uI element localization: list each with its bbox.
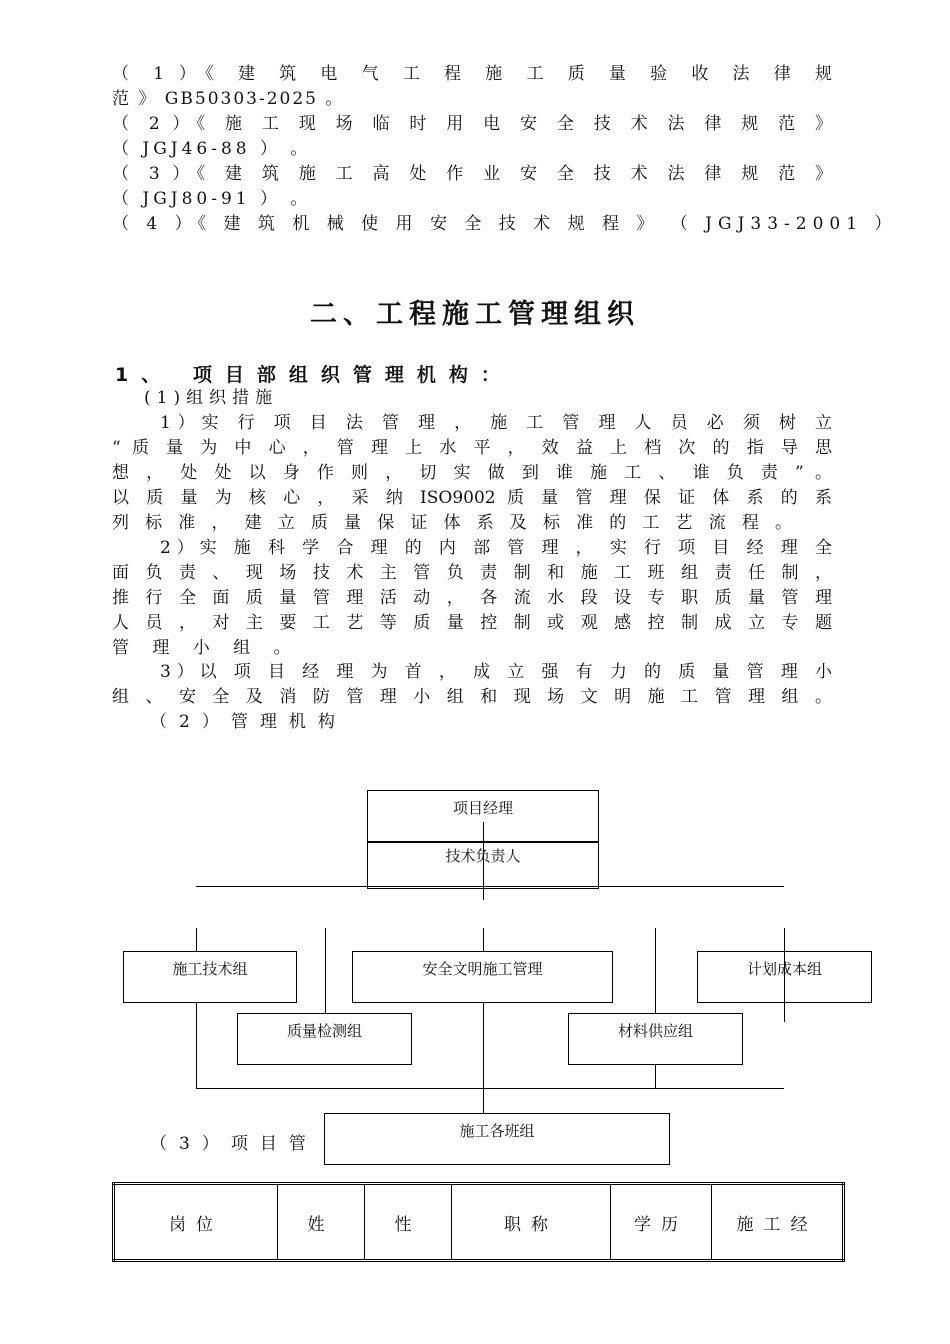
standard-3-code: （ JGJ80-91 ） 。 <box>112 189 312 209</box>
management-structure-heading: （2）管理机构 <box>150 712 347 732</box>
p3-line-2: 组 、 安 全 及 消 防 管 理 小 组 和 现 场 文 明 施 工 管 理 组 。 <box>112 687 832 707</box>
quality-inspection-group-box: 质量检测组 <box>237 1013 412 1065</box>
org-right-mid-drop <box>655 928 656 1014</box>
standard-4: （ 4 ）《 建 筑 机 械 使 用 安 全 技 术 规 程 》 （ JGJ33-2001 ） <box>112 214 898 234</box>
p1-line-2: “ 质 量 为 中 心 ， 管 理 上 水 平 ， 效 益 上 档 次 的 指 导 思 <box>112 438 832 458</box>
p1-line-3: 想 ， 处 处 以 身 作 则 ， 切 实 做 到 谁 施 工 、 谁 负 责 ” 。 <box>112 463 832 483</box>
header-name-2: 性 <box>365 1184 452 1261</box>
standard-1-code: 范 》 GB50303-2025 。 <box>112 89 345 109</box>
p2-line-4: 人 员 ， 对 主 要 工 艺 等 质 量 控 制 或 观 感 控 制 成 立 专 题 <box>112 613 832 633</box>
org-measures-heading: (1)组织措施 <box>144 388 279 408</box>
construction-tech-group-box: 施工技术组 <box>123 951 297 1003</box>
standard-3: （ 3 ）《 建 筑 施 工 高 处 作 业 安 全 技 术 法 律 规 范 》 <box>112 164 832 184</box>
tech-lead-box: 技术负责人 <box>367 842 599 889</box>
safety-civil-management-box: 安全文明施工管理 <box>352 951 613 1003</box>
header-title: 职称 <box>452 1184 611 1261</box>
org-right-mid-lower <box>655 1064 656 1089</box>
standard-2: （ 2 ）《 施 工 现 场 临 时 用 电 安 全 技 术 法 律 规 范 》 <box>112 114 832 134</box>
header-position: 岗位 <box>114 1184 278 1261</box>
standard-1: （ 1 ）《 建 筑 电 气 工 程 施 工 质 量 验 收 法 律 规 <box>112 64 832 84</box>
subsection-title: 1、 项目部组织管理机构： <box>115 364 513 386</box>
planning-cost-group-box: 计划成本组 <box>697 951 872 1003</box>
p2-line-1: 2）实 施 科 学 合 理 的 内 部 管 理 ， 实 行 项 目 经 理 全 <box>160 538 832 558</box>
p2-line-3: 推 行 全 面 质 量 管 理 活 动 ， 各 流 水 段 设 专 职 质 量 管 理 <box>112 588 832 608</box>
material-supply-group-box: 材料供应组 <box>568 1013 743 1065</box>
project-management-heading: （3）项目管 <box>150 1134 318 1154</box>
project-manager-box: 项目经理 <box>367 790 599 842</box>
p1-line-5: 列 标 准 ， 建 立 质 量 保 证 体 系 及 标 准 的 工 艺 流 程 。 <box>112 513 792 533</box>
section-title: 二、工程施工管理组织 <box>310 299 640 330</box>
org-bottom-line <box>196 1088 784 1089</box>
org-left-mid-drop <box>325 928 326 1014</box>
p2-line-5: 管 理 小 组 。 <box>112 638 300 658</box>
p3-line-1: 3）以 项 目 经 理 为 首 ， 成 立 强 有 力 的 质 量 管 理 小 <box>160 662 832 682</box>
table-header-row <box>114 1184 844 1261</box>
header-education: 学历 <box>611 1184 712 1261</box>
standard-2-code: （ JGJ46-88 ） 。 <box>112 139 312 159</box>
header-name-1: 姓 <box>278 1184 365 1261</box>
p2-line-2: 面 负 责 、 现 场 技 术 主 管 负 责 制 和 施 工 班 组 责 任 制 ， <box>112 563 832 583</box>
header-experience: 施工经 <box>712 1184 844 1261</box>
staff-table <box>112 1182 845 1262</box>
p1-line-1: 1）实 行 项 目 法 管 理 ， 施 工 管 理 人 员 必 须 树 立 <box>160 413 832 433</box>
p1-line-4: 以 质 量 为 核 心 ， 采 纳 ISO9002 质 量 管 理 保 证 体 系 的 系 <box>112 488 832 508</box>
construction-teams-box: 施工各班组 <box>324 1113 670 1165</box>
